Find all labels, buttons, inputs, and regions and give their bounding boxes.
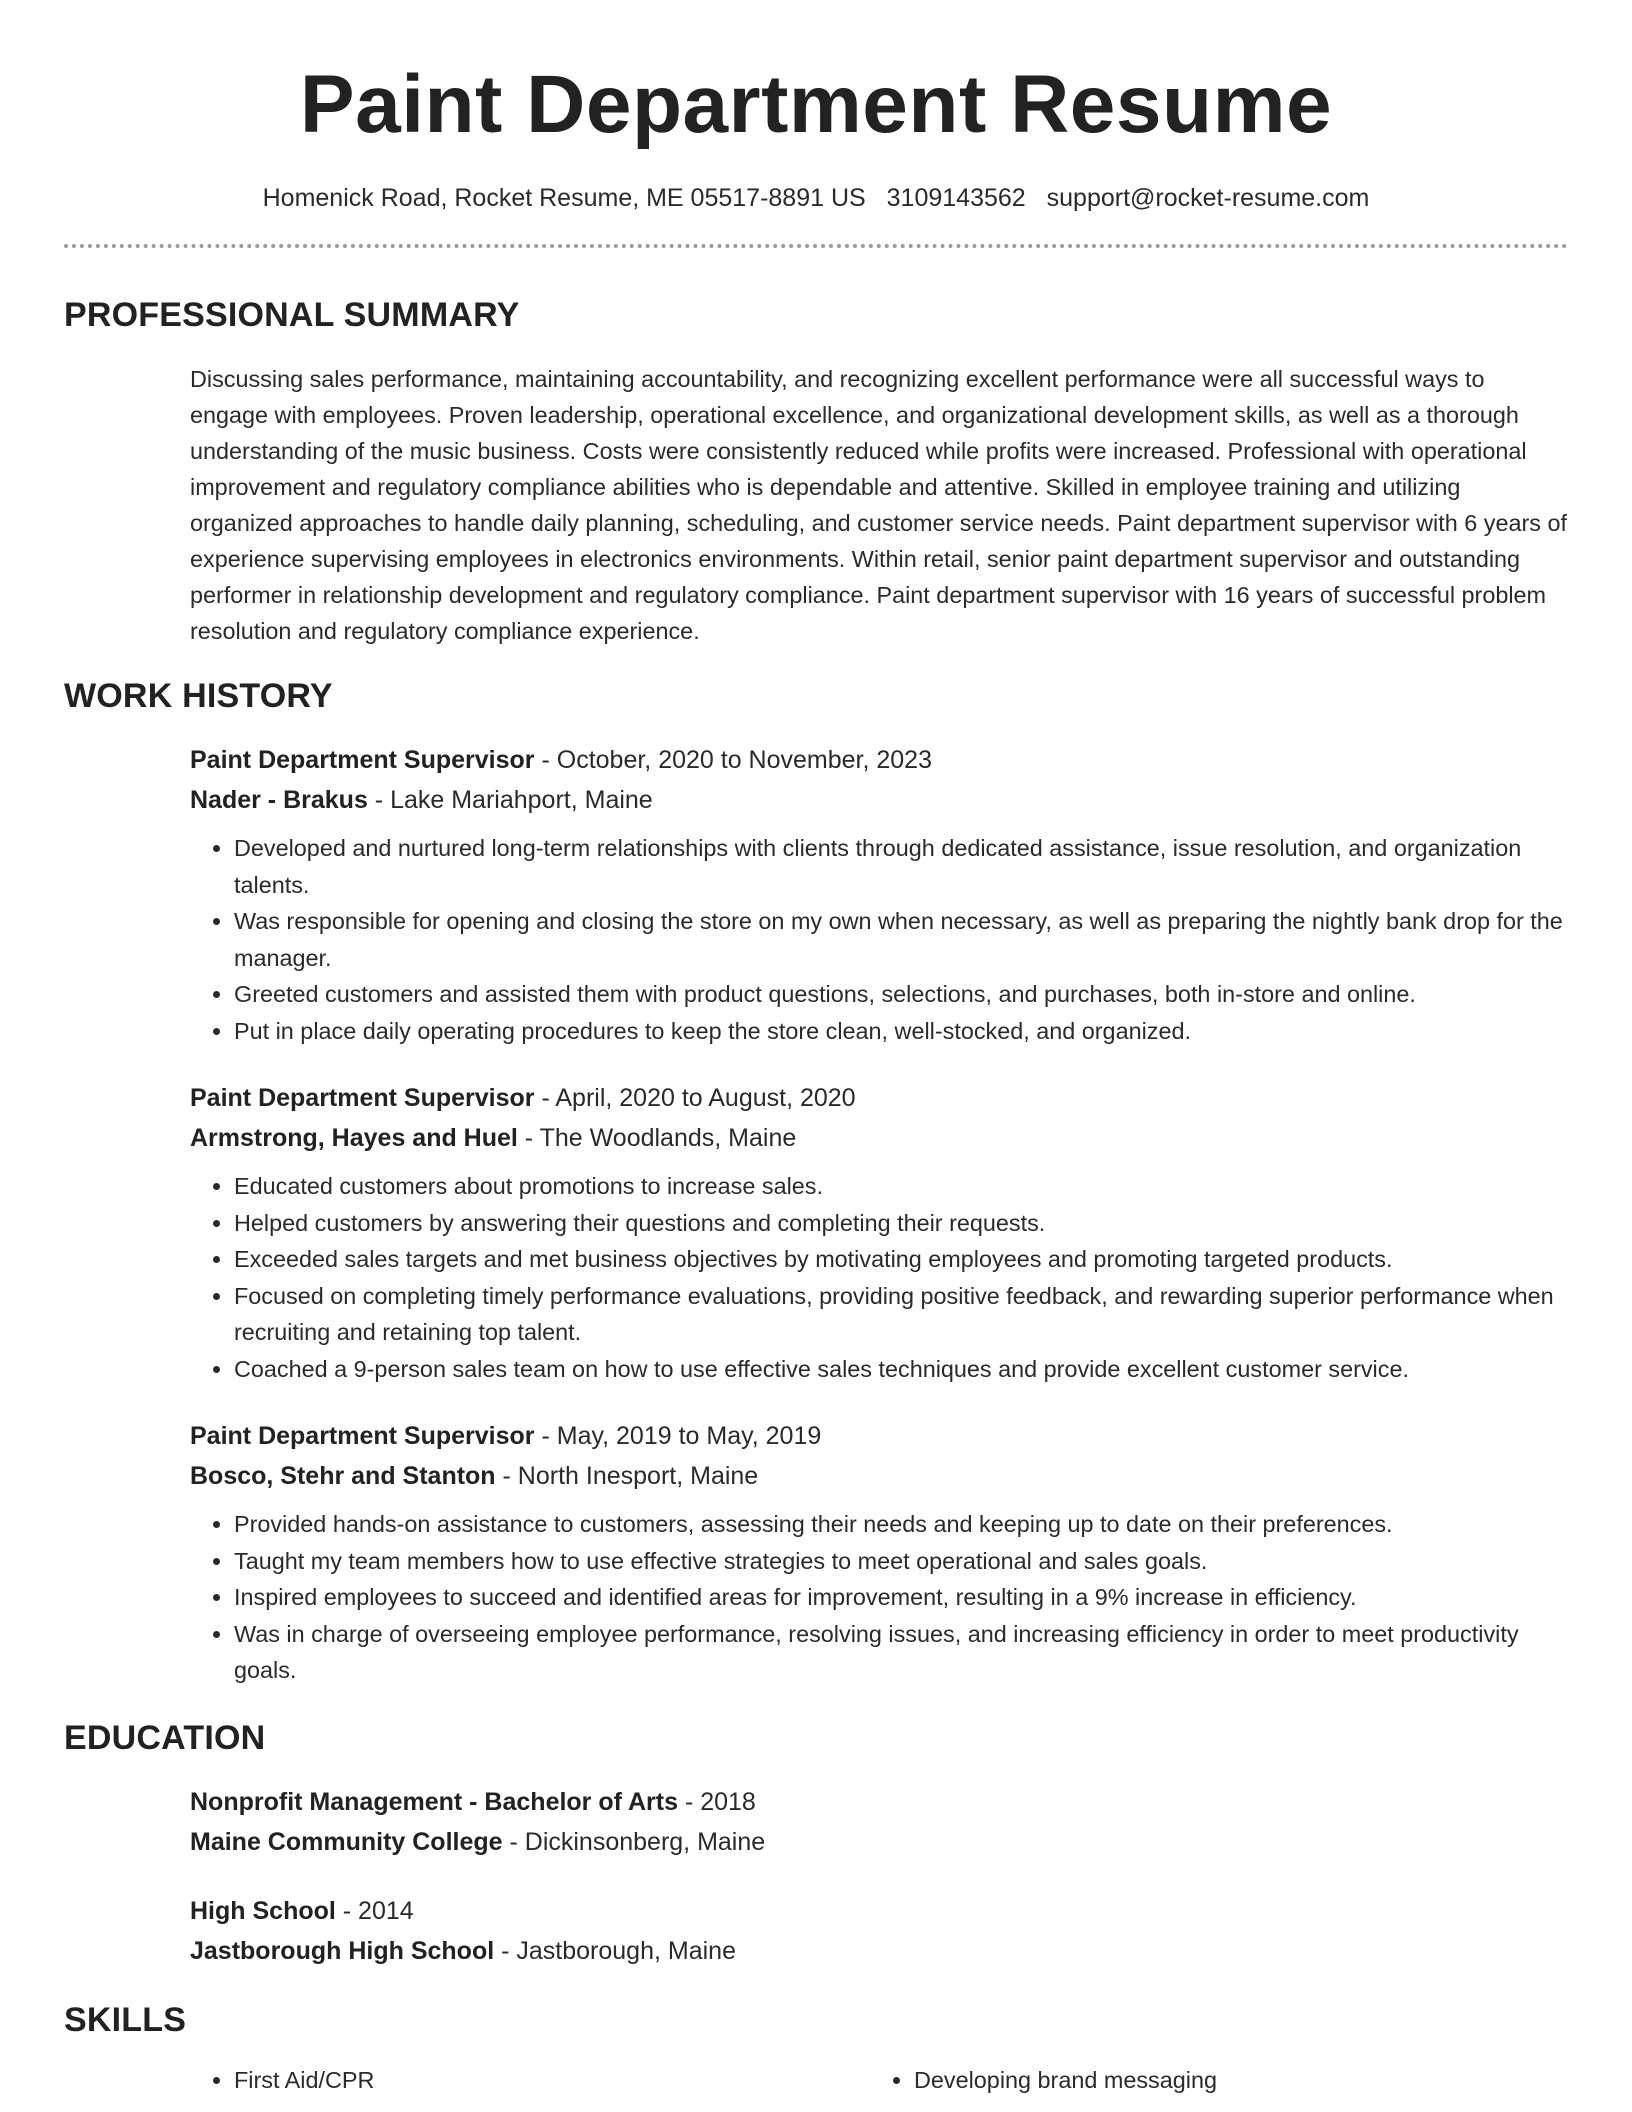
skills-section xyxy=(64,2001,1568,2098)
job-company-line xyxy=(190,1456,1568,1496)
job-bullet: • Exceeded sales targets and met business objectives by motivating employees and promoting targeted products. xyxy=(234,1241,1568,1278)
education-school: Jastborough High School xyxy=(190,1936,495,1965)
summary-heading: PROFESSIONAL SUMMARY xyxy=(64,296,520,334)
job-title-line xyxy=(190,1416,1568,1456)
job-bullet: • Provided hands-on assistance to customers, assessing their needs and keeping up to date on their preferences. xyxy=(234,1506,1568,1543)
job-bullet: • Focused on completing timely performance evaluations, providing positive feedback, and rewarding superior performance when recruiting and retaining top talent. xyxy=(234,1278,1568,1351)
job-location: - North Inesport, Maine xyxy=(495,1462,759,1490)
education-school: Maine Community College xyxy=(190,1827,503,1856)
job-dates: - October, 2020 to November, 2023 xyxy=(534,746,932,774)
education-degree-line xyxy=(190,1891,1568,1931)
job-bullet: • Greeted customers and assisted them with product questions, selections, and purchases, both in-store and online. xyxy=(234,976,1568,1013)
skill-item: • First Aid/CPR xyxy=(234,2062,914,2098)
education-entry xyxy=(190,1891,1568,1971)
job-bullet: • Developed and nurtured long-term relationships with clients through dedicated assistance, issue resolution, and organization talents. xyxy=(234,830,1568,903)
job-title-line xyxy=(190,1078,1568,1118)
job-bullet: • Was in charge of overseeing employee performance, resolving issues, and increasing efficiency in order to meet productivity goals. xyxy=(234,1616,1568,1689)
summary-section xyxy=(64,296,1568,649)
skills-list xyxy=(190,2062,1568,2098)
job-title: Paint Department Supervisor xyxy=(190,746,535,774)
summary-text: Discussing sales performance, maintaining accountability, and recognizing excellent performance were all successful ways to engage with employees. Proven leadership, operational excellence, and organizational development skills, as well as a thorough understanding of the music business. Costs were consistently reduced while profits were increased. Professional with operational improvement and regulatory compliance abilities who is dependable and attentive. Skilled in employee training and utilizing organized approaches to handle daily planning, scheduling, and customer service needs. Paint department supervisor with 6 years of experience supervising employees in electronics environments. Within retail, senior paint department supervisor and outstanding performer in relationship development and regulatory compliance. Paint department supervisor with 16 years of successful problem resolution and regulatory compliance experience. xyxy=(190,366,1567,644)
skills-heading: SKILLS xyxy=(64,2000,187,2039)
education-section xyxy=(64,1719,1568,1971)
job-bullet: • Taught my team members how to use effective strategies to meet operational and sales goals. xyxy=(234,1543,1568,1580)
education-school-line xyxy=(190,1931,1568,1971)
job-company: Bosco, Stehr and Stanton xyxy=(190,1462,496,1490)
job-bullet: • Put in place daily operating procedures to keep the store clean, well-stocked, and organized. xyxy=(234,1013,1568,1050)
job-bullets xyxy=(190,830,1568,1049)
job-location: - The Woodlands, Maine xyxy=(517,1124,797,1152)
education-year: - 2018 xyxy=(678,1787,756,1816)
education-location: - Dickinsonberg, Maine xyxy=(502,1827,766,1856)
education-entry xyxy=(190,1782,1568,1862)
header-divider xyxy=(64,244,1568,248)
job-bullet: • Educated customers about promotions to increase sales. xyxy=(234,1168,1568,1205)
contact-info xyxy=(64,184,1568,213)
job-title: Paint Department Supervisor xyxy=(190,1084,535,1112)
job-company-line xyxy=(190,1118,1568,1158)
job-title-line xyxy=(190,740,1568,780)
job-bullets xyxy=(190,1168,1568,1387)
job-entry xyxy=(190,740,1568,1049)
contact-email: support@rocket-resume.com xyxy=(1046,184,1370,212)
education-degree-line xyxy=(190,1782,1568,1822)
education-degree: Nonprofit Management - Bachelor of Arts xyxy=(190,1787,678,1816)
job-bullet: • Inspired employees to succeed and identified areas for improvement, resulting in a 9% increase in efficiency. xyxy=(234,1579,1568,1616)
job-bullet: • Coached a 9-person sales team on how to use effective sales techniques and provide excellent customer service. xyxy=(234,1351,1568,1388)
work-history-heading: WORK HISTORY xyxy=(64,677,333,715)
education-location: - Jastborough, Maine xyxy=(494,1936,736,1965)
contact-phone: 3109143562 xyxy=(886,184,1026,212)
contact-address: Homenick Road, Rocket Resume, ME 05517-8891 US xyxy=(262,184,866,212)
job-company: Armstrong, Hayes and Huel xyxy=(190,1124,518,1152)
job-bullet: • Helped customers by answering their questions and completing their requests. xyxy=(234,1205,1568,1242)
education-school-line xyxy=(190,1822,1568,1862)
job-bullet: • Was responsible for opening and closing the store on my own when necessary, as well as preparing the nightly bank drop for the manager. xyxy=(234,903,1568,976)
job-dates: - May, 2019 to May, 2019 xyxy=(534,1422,822,1450)
education-heading: EDUCATION xyxy=(64,1718,266,1757)
job-bullets xyxy=(190,1506,1568,1689)
job-company-line xyxy=(190,780,1568,820)
job-entry xyxy=(190,1416,1568,1689)
job-company: Nader - Brakus xyxy=(190,786,368,814)
job-dates: - April, 2020 to August, 2020 xyxy=(534,1084,856,1112)
education-year: - 2014 xyxy=(335,1896,414,1925)
job-location: - Lake Mariahport, Maine xyxy=(367,786,653,814)
skill-item: • Developing brand messaging xyxy=(914,2062,1474,2098)
work-history-section xyxy=(64,677,1568,1689)
job-title: Paint Department Supervisor xyxy=(190,1422,535,1450)
page-title: Paint Department Resume xyxy=(299,59,1333,150)
education-degree: High School xyxy=(190,1896,336,1925)
job-entry xyxy=(190,1078,1568,1387)
